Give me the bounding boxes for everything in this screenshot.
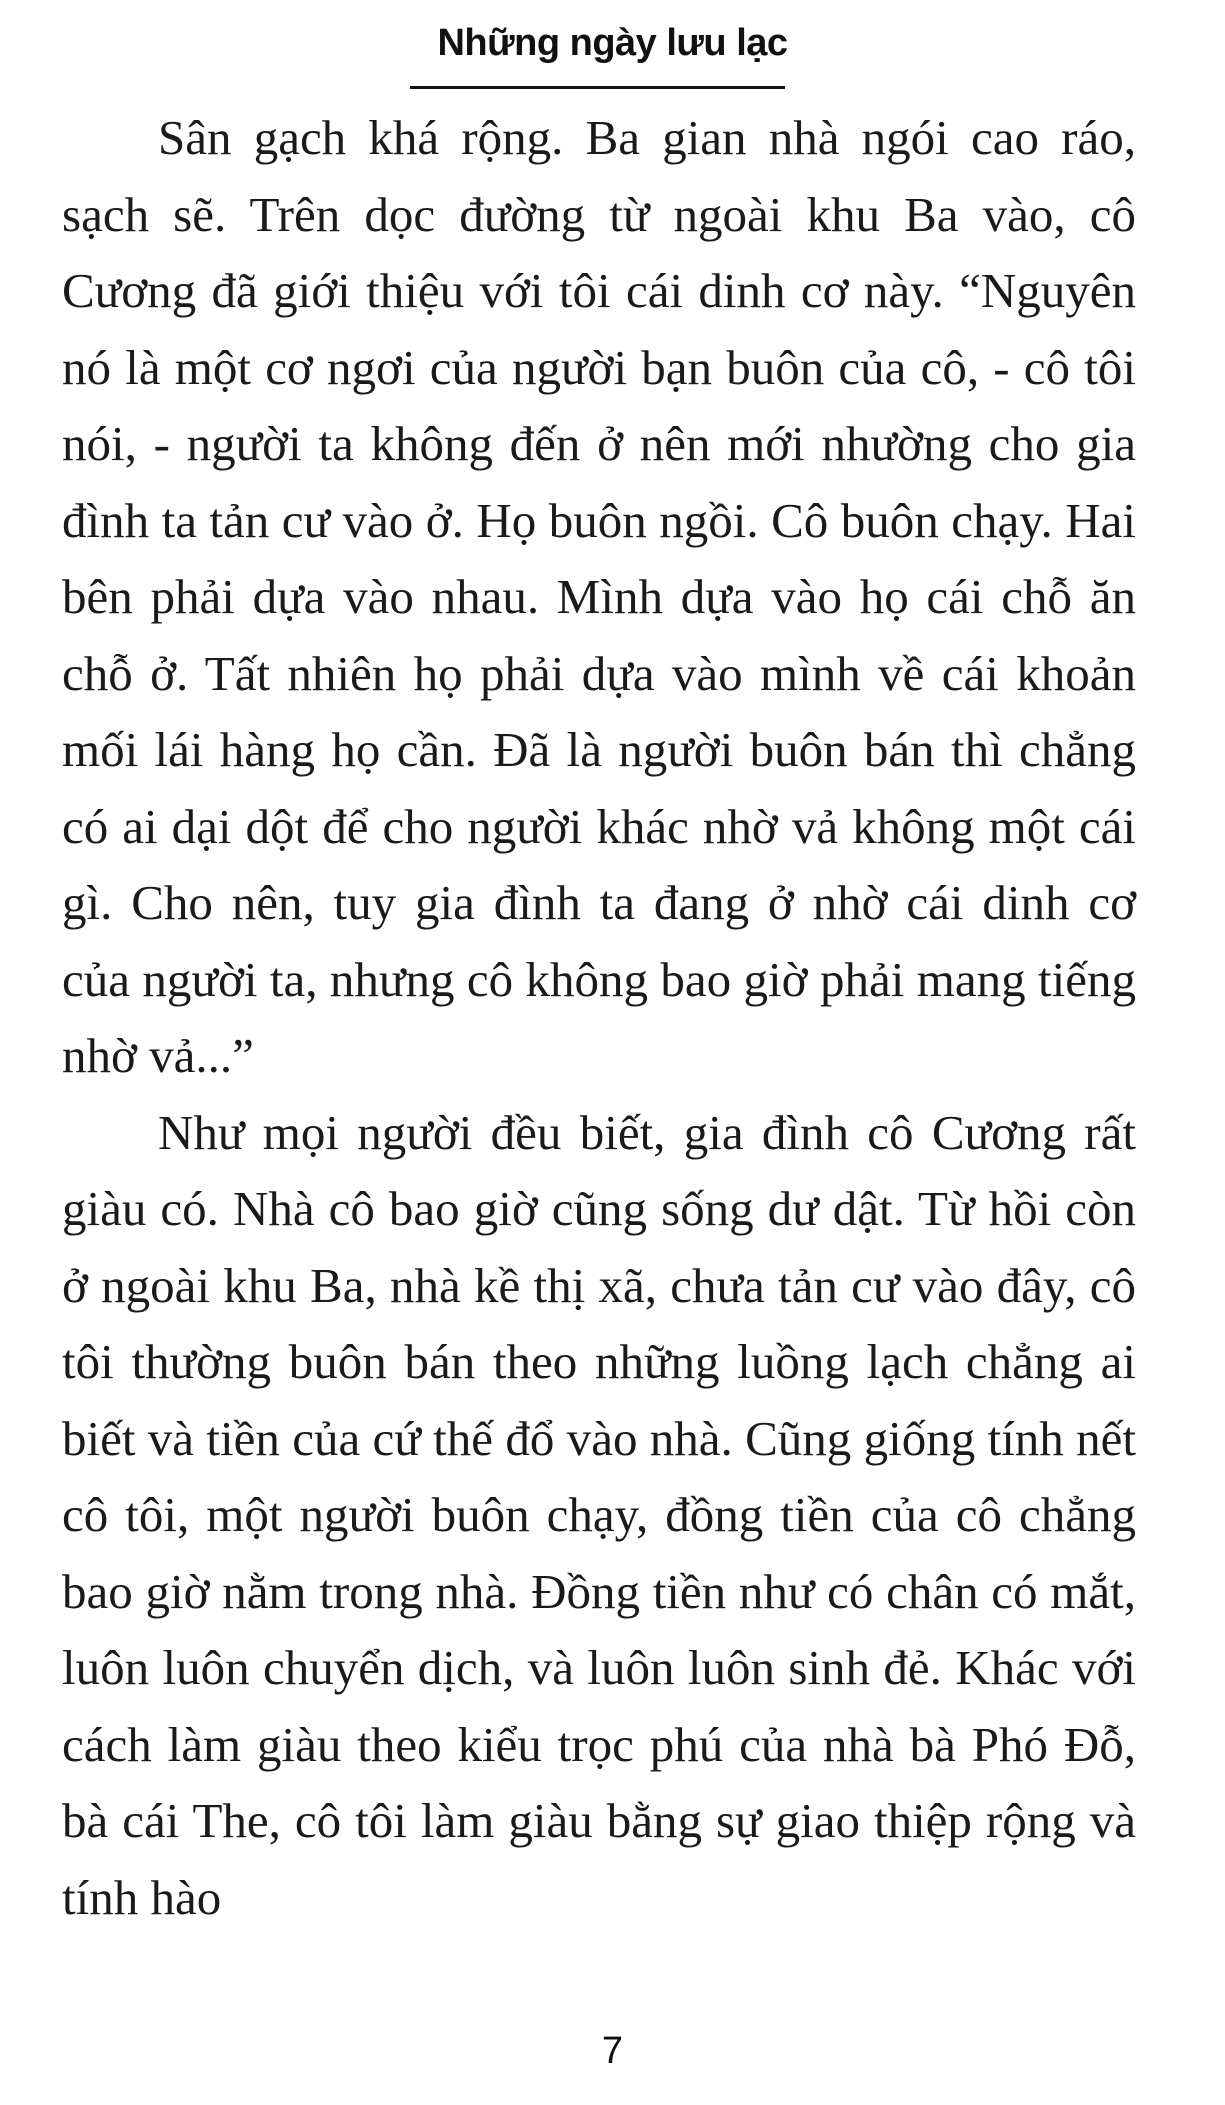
header-underline [410,86,785,89]
paragraph-2: Như mọi người đều biết, gia đình cô Cương rất giàu có. Nhà cô bao giờ cũng sống dư dật. Từ hồi còn ở ngoài khu Ba, nhà kề thị xã, chưa tản cư vào đây, cô tôi thường buôn bán theo những luồng lạch chẳng ai biết và tiền của cứ thế đổ vào nhà. Cũng giống tính nết cô tôi, một người buôn chạy, đồng tiền của cô chẳng bao giờ nằm trong nhà. Đồng tiền như có chân có mắt, luôn luôn chuyển dịch, và luôn luôn sinh đẻ. Khác với cách làm giàu theo kiểu trọc phú của nhà bà Phó Đỗ, bà cái The, cô tôi làm giàu bằng sự giao thiệp rộng và tính hào [62,1104,1136,1925]
page-number: 7 [601,2030,624,2072]
running-header-title: Những ngày lưu lạc [437,22,788,64]
paragraph-1: Sân gạch khá rộng. Ba gian nhà ngói cao ráo, sạch sẽ. Trên dọc đường từ ngoài khu Ba vào, cô Cương đã giới thiệu với tôi cái dinh cơ này. “Nguyên nó là một cơ ngơi của người bạn buôn của cô, - cô tôi nói, - người ta không đến ở nên mới nhường cho gia đình ta tản cư vào ở. Họ buôn ngồi. Cô buôn chạy. Hai bên phải dựa vào nhau. Mình dựa vào họ cái chỗ ăn chỗ ở. Tất nhiên họ phải dựa vào mình về cái khoản mối lái hàng họ cần. Đã là người buôn bán thì chẳng có ai dại dột để cho người khác nhờ vả không một cái gì. Cho nên, tuy gia đình ta đang ở nhờ cái dinh cơ của người ta, nhưng cô không bao giờ phải mang tiếng nhờ vả...” [62,110,1136,1083]
body-text [62,100,1136,1936]
